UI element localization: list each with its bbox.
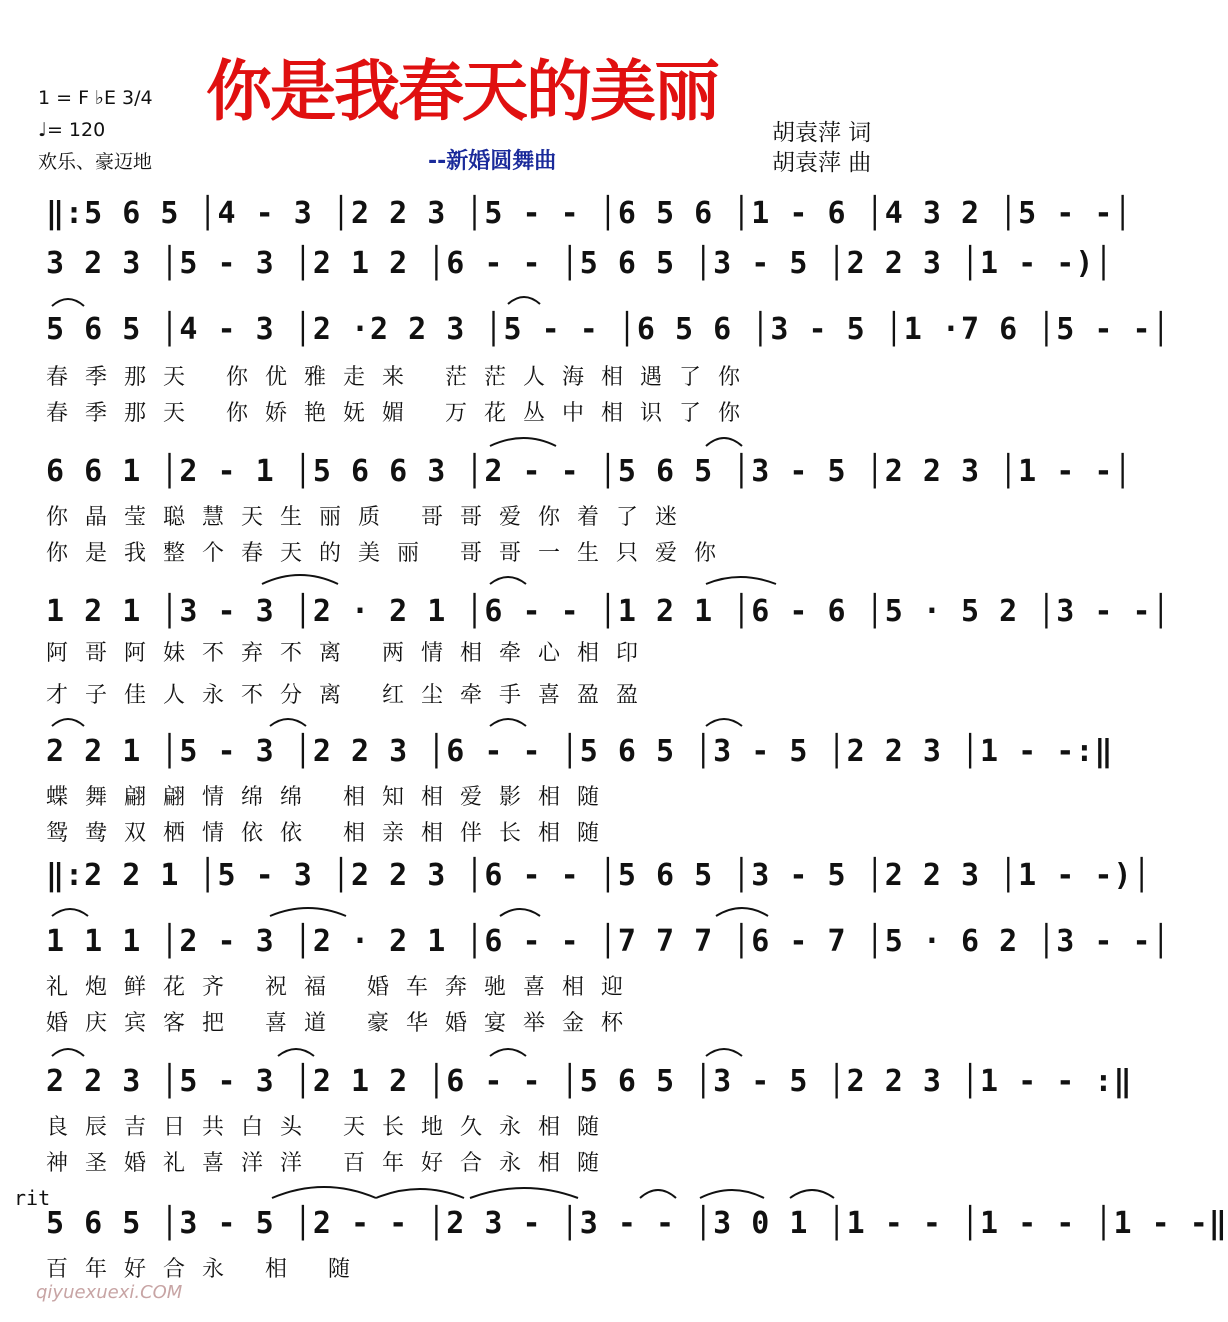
notation-line: ‖:5 6 5 │4 - 3 │2 2 3 │5 - - │6 5 6 │1 - 6 │4 3 2 │5 - -│ xyxy=(46,196,1133,231)
slur xyxy=(716,908,768,916)
lyric-line: 才子佳人永不分离 红尘牵手喜盈盈 xyxy=(46,683,655,708)
slur xyxy=(278,1049,314,1056)
notation-line: 5 6 5 │3 - 5 │2 - - │2 3 - │3 - - │3 0 1 │1 - - │1 - - │1 - -‖ xyxy=(46,1206,1228,1241)
lyric-line: 春季那天 你娇艳妩媚 万花丛中相识了你 xyxy=(46,401,757,426)
slur xyxy=(700,1190,764,1198)
mood-marking: 欢乐、豪迈地 xyxy=(38,151,153,173)
lyric-line: 百年好合永 相 随 xyxy=(46,1257,367,1282)
slur xyxy=(262,575,338,584)
slur xyxy=(490,1049,526,1056)
lyric-line: 你晶莹聪慧天生丽质 哥哥爱你着了迷 xyxy=(46,505,694,530)
notation-line: 2 2 1 │5 - 3 │2 2 3 │6 - - │5 6 5 │3 - 5 │2 2 3 │1 - -:‖ xyxy=(46,734,1114,769)
slur xyxy=(52,719,84,726)
lyric-line: 蝶舞翩翩情绵绵 相知相爱影相随 xyxy=(46,785,616,810)
score-row xyxy=(0,922,1171,962)
slur xyxy=(790,1190,834,1198)
notation-line: 1 1 1 │2 - 3 │2 · 2 1 │6 - - │7 7 7 │6 - 7 │5 · 6 2 │3 - -│ xyxy=(46,924,1171,959)
notation-line: 3 2 3 │5 - 3 │2 1 2 │6 - - │5 6 5 │3 - 5 │2 2 3 │1 - -)│ xyxy=(46,246,1114,281)
slur xyxy=(270,719,306,726)
score-row xyxy=(0,194,1133,234)
song-subtitle: --新婚圆舞曲 xyxy=(428,149,557,174)
lyricist-credit: 胡袁萍 词 xyxy=(772,120,872,146)
notation-line: 2 2 3 │5 - 3 │2 1 2 │6 - - │5 6 5 │3 - 5 │2 2 3 │1 - - :‖ xyxy=(46,1064,1133,1099)
slur xyxy=(470,1188,578,1198)
score-row xyxy=(0,310,1171,350)
score-row xyxy=(0,1062,1133,1102)
slur xyxy=(52,1049,84,1056)
key-signature: 1 = F ♭E 3/4 xyxy=(38,87,153,109)
notation-line: 1 2 1 │3 - 3 │2 · 2 1 │6 - - │1 2 1 │6 - 6 │5 · 5 2 │3 - -│ xyxy=(46,594,1171,629)
lyric-line: 你是我整个春天的美丽 哥哥一生只爱你 xyxy=(46,541,733,566)
slur xyxy=(706,438,742,446)
lyric-line: 婚庆宾客把 喜道 豪华婚宴举金杯 xyxy=(46,1011,640,1036)
slur xyxy=(490,719,526,726)
site-watermark: qiyuexuexi.COM xyxy=(36,1282,183,1303)
slur xyxy=(508,297,540,304)
score-row xyxy=(0,1204,1228,1244)
slur xyxy=(52,299,84,306)
score-row xyxy=(0,732,1114,772)
song-title: 你是我春天的美丽 xyxy=(206,53,718,130)
slur xyxy=(270,908,346,916)
slur xyxy=(490,438,556,446)
slur xyxy=(376,1189,464,1198)
slur xyxy=(706,1049,742,1056)
score-row xyxy=(0,244,1114,284)
slur xyxy=(52,909,88,916)
slur xyxy=(490,577,526,584)
lyric-line: 礼炮鲜花齐 祝福 婚车奔驰喜相迎 xyxy=(46,975,640,1000)
lyric-line: 鸳鸯双栖情依依 相亲相伴长相随 xyxy=(46,821,616,846)
ritardando-marking: rit xyxy=(14,1186,51,1210)
notation-line: 5 6 5 │4 - 3 │2 ·2 2 3 │5 - - │6 5 6 │3 - 5 │1 ·7 6 │5 - -│ xyxy=(46,312,1171,347)
score-row xyxy=(0,452,1133,492)
score-row xyxy=(0,592,1171,632)
slur xyxy=(640,1190,676,1198)
slur xyxy=(706,719,742,726)
quarter-note-icon: ♩ xyxy=(38,119,47,141)
lyric-line: 神圣婚礼喜洋洋 百年好合永相随 xyxy=(46,1151,616,1176)
slur xyxy=(706,577,776,584)
lyric-line: 良辰吉日共白头 天长地久永相随 xyxy=(46,1115,616,1140)
score-row xyxy=(0,856,1152,896)
notation-line: ‖:2 2 1 │5 - 3 │2 2 3 │6 - - │5 6 5 │3 - 5 │2 2 3 │1 - -)│ xyxy=(46,858,1152,893)
slur xyxy=(500,909,540,916)
notation-line: 6 6 1 │2 - 1 │5 6 6 3 │2 - - │5 6 5 │3 - 5 │2 2 3 │1 - -│ xyxy=(46,454,1133,489)
slur xyxy=(272,1187,376,1198)
tempo-marking: ♩= 120 xyxy=(38,119,106,141)
lyric-line: 阿哥阿妹不弃不离 两情相牵心相印 xyxy=(46,641,655,666)
lyric-line: 春季那天 你优雅走来 茫茫人海相遇了你 xyxy=(46,365,757,390)
composer-credit: 胡袁萍 曲 xyxy=(772,150,872,176)
